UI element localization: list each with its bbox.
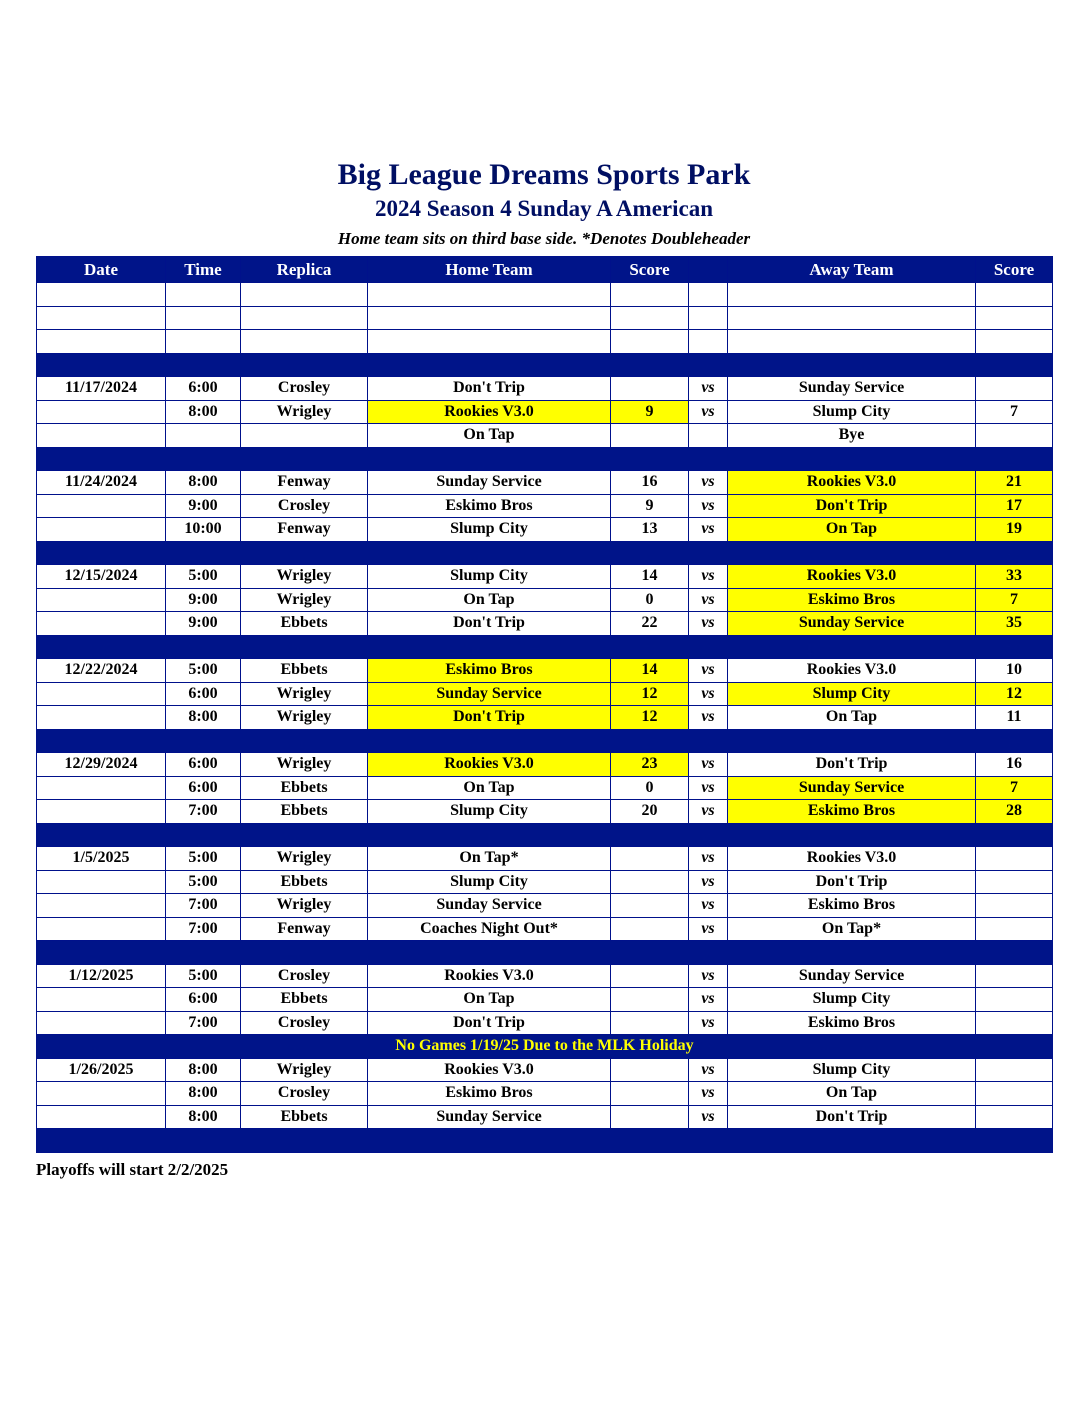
game-row [37, 494, 1053, 518]
cell-date: 1/26/2025 [37, 1058, 166, 1082]
cell-home_score: 12 [611, 682, 689, 706]
cell-home: Sunday Service [368, 682, 611, 706]
cell-home: Slump City [368, 565, 611, 589]
cell-home: On Tap [368, 776, 611, 800]
game-row [37, 1058, 1053, 1082]
separator-bar [37, 823, 1053, 847]
cell-home: Rookies V3.0 [368, 400, 611, 424]
cell-date: 12/15/2024 [37, 565, 166, 589]
cell-home: Slump City [368, 518, 611, 542]
page-title: Big League Dreams Sports Park [337, 158, 751, 191]
cell-home_score: 0 [611, 776, 689, 800]
cell-date [37, 494, 166, 518]
cell-home_score [611, 894, 689, 918]
cell-home_score [611, 1082, 689, 1106]
cell-home_score: 14 [611, 565, 689, 589]
cell-away_score: 7 [976, 588, 1053, 612]
separator-bar [37, 941, 1053, 965]
cell-replica [241, 283, 368, 307]
cell-home: Eskimo Bros [368, 1082, 611, 1106]
cell-date [37, 1011, 166, 1035]
notice-row [37, 1035, 1053, 1059]
cell-away_score [976, 1082, 1053, 1106]
cell-away_score: 7 [976, 776, 1053, 800]
cell-home: Rookies V3.0 [368, 753, 611, 777]
cell-away: On Tap [728, 518, 976, 542]
cell-home_score: 13 [611, 518, 689, 542]
separator-row [37, 823, 1053, 847]
separator-bar [37, 541, 1053, 565]
cell-vs: vs [689, 1105, 728, 1129]
cell-time: 10:00 [166, 518, 241, 542]
separator-row [37, 635, 1053, 659]
cell-vs: vs [689, 565, 728, 589]
game-row [37, 706, 1053, 730]
cell-replica: Wrigley [241, 847, 368, 871]
cell-home_score: 0 [611, 588, 689, 612]
cell-home [368, 330, 611, 354]
cell-date: 11/24/2024 [37, 471, 166, 495]
cell-time: 7:00 [166, 1011, 241, 1035]
cell-replica: Fenway [241, 518, 368, 542]
cell-replica [241, 424, 368, 448]
cell-date [37, 400, 166, 424]
cell-home: Eskimo Bros [368, 494, 611, 518]
cell-vs [689, 330, 728, 354]
cell-replica: Fenway [241, 471, 368, 495]
cell-replica: Crosley [241, 377, 368, 401]
cell-time: 6:00 [166, 988, 241, 1012]
cell-replica: Wrigley [241, 894, 368, 918]
cell-vs: vs [689, 612, 728, 636]
cell-away_score [976, 424, 1053, 448]
cell-replica: Wrigley [241, 682, 368, 706]
cell-home [368, 283, 611, 307]
cell-replica: Crosley [241, 964, 368, 988]
cell-away_score [976, 330, 1053, 354]
cell-vs: vs [689, 988, 728, 1012]
cell-away_score [976, 894, 1053, 918]
cell-date: 12/29/2024 [37, 753, 166, 777]
cell-vs: vs [689, 706, 728, 730]
cell-replica: Wrigley [241, 1058, 368, 1082]
cell-vs: vs [689, 1082, 728, 1106]
cell-replica: Wrigley [241, 400, 368, 424]
cell-vs: vs [689, 659, 728, 683]
cell-home_score [611, 283, 689, 307]
cell-date [37, 776, 166, 800]
cell-away: Rookies V3.0 [728, 565, 976, 589]
cell-time: 6:00 [166, 377, 241, 401]
cell-vs: vs [689, 1058, 728, 1082]
separator-row [37, 447, 1053, 471]
schedule-table-head [37, 257, 1053, 283]
cell-away_score [976, 306, 1053, 330]
cell-date [37, 870, 166, 894]
separator-row [37, 541, 1053, 565]
cell-away: Slump City [728, 400, 976, 424]
game-row [37, 1011, 1053, 1035]
cell-date [37, 424, 166, 448]
cell-date: 1/5/2025 [37, 847, 166, 871]
cell-vs: vs [689, 518, 728, 542]
cell-time: 8:00 [166, 1058, 241, 1082]
game-row [37, 424, 1053, 448]
column-header-date-0: Date [37, 257, 166, 283]
cell-home: Rookies V3.0 [368, 1058, 611, 1082]
cell-date [37, 1105, 166, 1129]
cell-home_score: 16 [611, 471, 689, 495]
cell-away: Rookies V3.0 [728, 659, 976, 683]
cell-replica: Wrigley [241, 588, 368, 612]
cell-away: Sunday Service [728, 776, 976, 800]
cell-replica: Ebbets [241, 800, 368, 824]
cell-replica: Fenway [241, 917, 368, 941]
separator-bar [37, 1129, 1053, 1153]
cell-home_score [611, 1105, 689, 1129]
cell-home_score: 14 [611, 659, 689, 683]
cell-home_score [611, 917, 689, 941]
cell-time: 8:00 [166, 471, 241, 495]
cell-date [37, 283, 166, 307]
playoffs-note: Playoffs will start 2/2/2025 [36, 1159, 229, 1179]
cell-away: On Tap [728, 1082, 976, 1106]
cell-away: Sunday Service [728, 964, 976, 988]
separator-bar [37, 447, 1053, 471]
cell-away [728, 306, 976, 330]
cell-home_score [611, 964, 689, 988]
cell-date [37, 1082, 166, 1106]
game-row [37, 847, 1053, 871]
cell-replica: Crosley [241, 494, 368, 518]
cell-away: Don't Trip [728, 1105, 976, 1129]
cell-time [166, 424, 241, 448]
game-row [37, 518, 1053, 542]
cell-time [166, 283, 241, 307]
cell-away: Rookies V3.0 [728, 471, 976, 495]
game-row [37, 870, 1053, 894]
game-row [37, 1105, 1053, 1129]
game-row [37, 964, 1053, 988]
cell-away_score [976, 1105, 1053, 1129]
game-row [37, 776, 1053, 800]
cell-home_score: 23 [611, 753, 689, 777]
cell-home: On Tap [368, 988, 611, 1012]
cell-away [728, 330, 976, 354]
cell-time [166, 330, 241, 354]
blank-row [37, 283, 1053, 307]
cell-home_score: 9 [611, 400, 689, 424]
separator-bar [37, 729, 1053, 753]
cell-time: 7:00 [166, 917, 241, 941]
cell-time: 9:00 [166, 612, 241, 636]
column-header-vs [689, 257, 728, 283]
cell-home: Don't Trip [368, 706, 611, 730]
cell-time: 5:00 [166, 964, 241, 988]
cell-away_score [976, 377, 1053, 401]
game-row [37, 588, 1053, 612]
game-row [37, 400, 1053, 424]
cell-away [728, 283, 976, 307]
column-header-away-team-6: Away Team [728, 257, 976, 283]
cell-date [37, 682, 166, 706]
separator-row [37, 729, 1053, 753]
cell-away_score [976, 283, 1053, 307]
cell-time: 7:00 [166, 894, 241, 918]
cell-home: Sunday Service [368, 894, 611, 918]
game-row [37, 800, 1053, 824]
cell-away_score: 16 [976, 753, 1053, 777]
schedule-table-body [37, 283, 1053, 1153]
blank-row [37, 330, 1053, 354]
page-note: Home team sits on third base side. *Denotes Doubleheader [337, 229, 751, 248]
cell-home_score [611, 330, 689, 354]
column-header-score-4: Score [611, 257, 689, 283]
game-row [37, 917, 1053, 941]
column-header-score-7: Score [976, 257, 1053, 283]
cell-away_score: 10 [976, 659, 1053, 683]
cell-home: On Tap [368, 588, 611, 612]
cell-date [37, 330, 166, 354]
cell-away_score [976, 988, 1053, 1012]
cell-time: 8:00 [166, 1105, 241, 1129]
cell-replica [241, 330, 368, 354]
cell-vs: vs [689, 377, 728, 401]
cell-replica: Ebbets [241, 988, 368, 1012]
cell-time [166, 306, 241, 330]
cell-time: 8:00 [166, 400, 241, 424]
cell-home_score [611, 306, 689, 330]
cell-vs [689, 306, 728, 330]
cell-home: Coaches Night Out* [368, 917, 611, 941]
cell-home_score: 20 [611, 800, 689, 824]
cell-vs: vs [689, 847, 728, 871]
cell-date [37, 917, 166, 941]
cell-time: 5:00 [166, 565, 241, 589]
schedule-table [36, 256, 1053, 1153]
game-row [37, 682, 1053, 706]
cell-replica: Wrigley [241, 753, 368, 777]
game-row [37, 894, 1053, 918]
cell-away_score: 19 [976, 518, 1053, 542]
cell-home_score [611, 377, 689, 401]
cell-home_score [611, 847, 689, 871]
cell-replica: Ebbets [241, 870, 368, 894]
cell-replica: Wrigley [241, 565, 368, 589]
separator-row [37, 1129, 1053, 1153]
game-row [37, 612, 1053, 636]
cell-away_score [976, 847, 1053, 871]
cell-away: Slump City [728, 1058, 976, 1082]
cell-home: Rookies V3.0 [368, 964, 611, 988]
blank-row [37, 306, 1053, 330]
cell-away_score: 28 [976, 800, 1053, 824]
cell-vs: vs [689, 800, 728, 824]
cell-date [37, 518, 166, 542]
header-row [37, 257, 1053, 283]
cell-date: 11/17/2024 [37, 377, 166, 401]
cell-time: 9:00 [166, 588, 241, 612]
cell-away: Rookies V3.0 [728, 847, 976, 871]
cell-vs: vs [689, 1011, 728, 1035]
cell-time: 9:00 [166, 494, 241, 518]
cell-time: 6:00 [166, 776, 241, 800]
cell-vs: vs [689, 894, 728, 918]
cell-date [37, 588, 166, 612]
game-row [37, 471, 1053, 495]
cell-vs: vs [689, 964, 728, 988]
cell-time: 6:00 [166, 753, 241, 777]
cell-date [37, 706, 166, 730]
cell-time: 7:00 [166, 800, 241, 824]
cell-vs: vs [689, 682, 728, 706]
cell-vs: vs [689, 870, 728, 894]
cell-date [37, 306, 166, 330]
cell-home_score [611, 870, 689, 894]
cell-home_score [611, 424, 689, 448]
column-header-replica-2: Replica [241, 257, 368, 283]
cell-home: Slump City [368, 800, 611, 824]
cell-vs: vs [689, 917, 728, 941]
cell-replica [241, 306, 368, 330]
cell-time: 5:00 [166, 870, 241, 894]
column-header-time-1: Time [166, 257, 241, 283]
cell-away_score: 33 [976, 565, 1053, 589]
cell-replica: Wrigley [241, 706, 368, 730]
cell-date: 1/12/2025 [37, 964, 166, 988]
cell-home_score [611, 1058, 689, 1082]
cell-home_score [611, 988, 689, 1012]
cell-home: Sunday Service [368, 1105, 611, 1129]
cell-vs: vs [689, 471, 728, 495]
cell-away: On Tap* [728, 917, 976, 941]
cell-away: Bye [728, 424, 976, 448]
cell-time: 8:00 [166, 706, 241, 730]
cell-home: On Tap [368, 424, 611, 448]
game-row [37, 753, 1053, 777]
cell-date [37, 800, 166, 824]
cell-replica: Crosley [241, 1082, 368, 1106]
cell-away: Don't Trip [728, 494, 976, 518]
cell-vs: vs [689, 494, 728, 518]
game-row [37, 1082, 1053, 1106]
cell-time: 5:00 [166, 847, 241, 871]
cell-time: 5:00 [166, 659, 241, 683]
game-row [37, 988, 1053, 1012]
cell-replica: Crosley [241, 1011, 368, 1035]
cell-home [368, 306, 611, 330]
page-subtitle: 2024 Season 4 Sunday A American [374, 196, 714, 221]
cell-away: Eskimo Bros [728, 1011, 976, 1035]
separator-row [37, 941, 1053, 965]
cell-away_score [976, 1058, 1053, 1082]
cell-home_score: 12 [611, 706, 689, 730]
cell-home_score: 9 [611, 494, 689, 518]
cell-home_score [611, 1011, 689, 1035]
game-row [37, 659, 1053, 683]
cell-home: Don't Trip [368, 612, 611, 636]
cell-date [37, 894, 166, 918]
cell-away: Don't Trip [728, 870, 976, 894]
separator-bar [37, 635, 1053, 659]
cell-away_score [976, 964, 1053, 988]
cell-away: Slump City [728, 988, 976, 1012]
cell-away_score [976, 1011, 1053, 1035]
cell-vs: vs [689, 776, 728, 800]
cell-date: 12/22/2024 [37, 659, 166, 683]
cell-home: Sunday Service [368, 471, 611, 495]
cell-away_score: 35 [976, 612, 1053, 636]
cell-away_score [976, 917, 1053, 941]
cell-away: Eskimo Bros [728, 800, 976, 824]
cell-date [37, 612, 166, 636]
cell-away_score: 7 [976, 400, 1053, 424]
cell-home: Eskimo Bros [368, 659, 611, 683]
cell-away_score: 11 [976, 706, 1053, 730]
cell-replica: Ebbets [241, 776, 368, 800]
cell-vs [689, 283, 728, 307]
cell-home: Slump City [368, 870, 611, 894]
cell-vs [689, 424, 728, 448]
notice-text: No Games 1/19/25 Due to the MLK Holiday [37, 1035, 1053, 1059]
cell-vs: vs [689, 588, 728, 612]
cell-vs: vs [689, 400, 728, 424]
separator-bar [37, 353, 1053, 377]
separator-row [37, 353, 1053, 377]
cell-away_score [976, 870, 1053, 894]
game-row [37, 377, 1053, 401]
cell-home_score: 22 [611, 612, 689, 636]
cell-home: Don't Trip [368, 1011, 611, 1035]
cell-away_score: 21 [976, 471, 1053, 495]
cell-away: Eskimo Bros [728, 894, 976, 918]
cell-time: 6:00 [166, 682, 241, 706]
cell-away: Don't Trip [728, 753, 976, 777]
cell-away_score: 17 [976, 494, 1053, 518]
cell-away: Sunday Service [728, 377, 976, 401]
cell-vs: vs [689, 753, 728, 777]
cell-home: On Tap* [368, 847, 611, 871]
cell-time: 8:00 [166, 1082, 241, 1106]
cell-away_score: 12 [976, 682, 1053, 706]
cell-home: Don't Trip [368, 377, 611, 401]
cell-date [37, 988, 166, 1012]
cell-away: Slump City [728, 682, 976, 706]
cell-away: Sunday Service [728, 612, 976, 636]
cell-replica: Ebbets [241, 659, 368, 683]
cell-away: On Tap [728, 706, 976, 730]
cell-replica: Ebbets [241, 612, 368, 636]
column-header-home-team-3: Home Team [368, 257, 611, 283]
cell-replica: Ebbets [241, 1105, 368, 1129]
cell-away: Eskimo Bros [728, 588, 976, 612]
game-row [37, 565, 1053, 589]
